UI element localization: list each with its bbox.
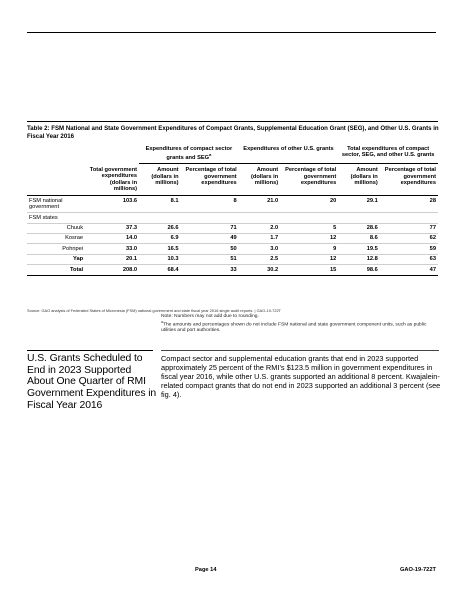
table-cell: 77: [380, 223, 438, 233]
table-cell: 51: [181, 254, 239, 264]
table-top-rule: [27, 121, 438, 122]
table-cell: 8: [181, 196, 239, 213]
table-group-header-row: [27, 144, 438, 164]
group-header-compact: Expenditures of compact sector grants and SEG$^a$: [139, 144, 239, 164]
section-body: Compact sector and supplemental education grants that end in 2023 supported approximately 25 percent of the RMI’s $123.5 million in government expenditures in fiscal year 2016, while other U.S. grants supported an additional 8 percent. Kwajalein-related compact grants that do not end in 2023 supported an additional 3 percent (see fig. 4).: [161, 354, 441, 399]
table-total-row: [27, 265, 438, 275]
row-label: Kosrae: [27, 233, 85, 243]
row-label: Yap: [27, 254, 85, 264]
table-cell: 5: [280, 223, 338, 233]
table-cell: 14.0: [85, 233, 139, 243]
section-heading-rule: [27, 350, 153, 351]
table-row: [27, 196, 438, 213]
table-row: [27, 223, 438, 233]
table-row: [27, 213, 438, 223]
table-cell: 2.0: [239, 223, 281, 233]
column-header: Amount (dollars in millions): [338, 164, 380, 196]
table-cell: 8.1: [139, 196, 181, 213]
table-title: Table 2: FSM National and State Government Expenditures of Compact Grants, Supplemental Education Grant (SEG), and Other U.S. Grants in Fiscal Year 2016: [27, 125, 439, 140]
section-body-rule: [161, 350, 439, 351]
table-cell: 12: [280, 254, 338, 264]
table-cell: 28.6: [338, 223, 380, 233]
table-cell: 9: [280, 244, 338, 254]
row-label: Chuuk: [27, 223, 85, 233]
row-label: FSM states: [27, 213, 85, 223]
table-cell: 49: [181, 233, 239, 243]
table-cell: 12: [280, 233, 338, 243]
row-label: Pohnpei: [27, 244, 85, 254]
table-row: [27, 233, 438, 243]
table-source: Source: GAO analysis of Federated States of Micronesia (FSM) national government and state fiscal year 2016 single audit reports. | GAO-19-722T: [27, 308, 282, 313]
table-cell: 2.5: [239, 254, 281, 264]
table-cell: 33.0: [85, 244, 139, 254]
table-cell: 20.1: [85, 254, 139, 264]
table-cell: 15: [280, 265, 338, 275]
table-cell: 1.7: [239, 233, 281, 243]
row-label: FSM national government: [27, 196, 85, 213]
table-cell: 50: [181, 244, 239, 254]
column-header: Percentage of total government expenditures: [181, 164, 239, 196]
table-cell: 59: [380, 244, 438, 254]
table-cell: 30.2: [239, 265, 281, 275]
column-header: Percentage of total government expenditures: [380, 164, 438, 196]
report-id: GAO-19-722T: [399, 567, 436, 573]
table-cell: 8.6: [338, 233, 380, 243]
table-cell: 37.3: [85, 223, 139, 233]
table-cell: 62: [380, 233, 438, 243]
section-heading: U.S. Grants Scheduled to End in 2023 Supported About One Quarter of RMI Government Expenditures in Fiscal Year 2016: [27, 353, 157, 411]
table-column-header-row: [27, 164, 438, 196]
table-cell: 12.8: [338, 254, 380, 264]
page-top-rule: [27, 32, 436, 33]
table-cell: 26.6: [139, 223, 181, 233]
table-cell: 6.9: [139, 233, 181, 243]
group-header-other-us: Expenditures of other U.S. grants: [239, 144, 339, 164]
table-cell: 47: [380, 265, 438, 275]
table-row: [27, 254, 438, 264]
group-header-total: Total expenditures of compact sector, SEG, and other U.S. grants: [338, 144, 438, 164]
table-cell: 208.0: [85, 265, 139, 275]
table-cell: 63: [380, 254, 438, 264]
table-note: Note: Numbers may not add due to rounding.: [161, 314, 259, 319]
column-header: Percentage of total government expenditures: [280, 164, 338, 196]
table-cell: 19.5: [338, 244, 380, 254]
table-cell: 68.4: [139, 265, 181, 275]
table-cell: 3.0: [239, 244, 281, 254]
expenditures-table: [27, 144, 438, 276]
table-notes: [161, 314, 441, 334]
table-cell: 33: [181, 265, 239, 275]
table-cell: 10.3: [139, 254, 181, 264]
table-footnote: $^a$The amounts and percentages shown do not include FSM national and state government component units, such as public utilities and port authorities.: [161, 319, 427, 334]
table-cell: 28: [380, 196, 438, 213]
table-cell: 98.6: [338, 265, 380, 275]
column-header: Total government expenditures (dollars in millions): [85, 164, 139, 196]
table-cell: 71: [181, 223, 239, 233]
column-header: Amount (dollars in millions): [239, 164, 281, 196]
table-cell: 21.0: [239, 196, 281, 213]
page-number: Page 14: [195, 567, 217, 573]
row-label: Total: [27, 265, 85, 275]
table-cell: 16.5: [139, 244, 181, 254]
table-row: [27, 244, 438, 254]
column-header: Amount (dollars in millions): [139, 164, 181, 196]
table-cell: 20: [280, 196, 338, 213]
table-cell: 29.1: [338, 196, 380, 213]
table-cell: 103.6: [85, 196, 139, 213]
